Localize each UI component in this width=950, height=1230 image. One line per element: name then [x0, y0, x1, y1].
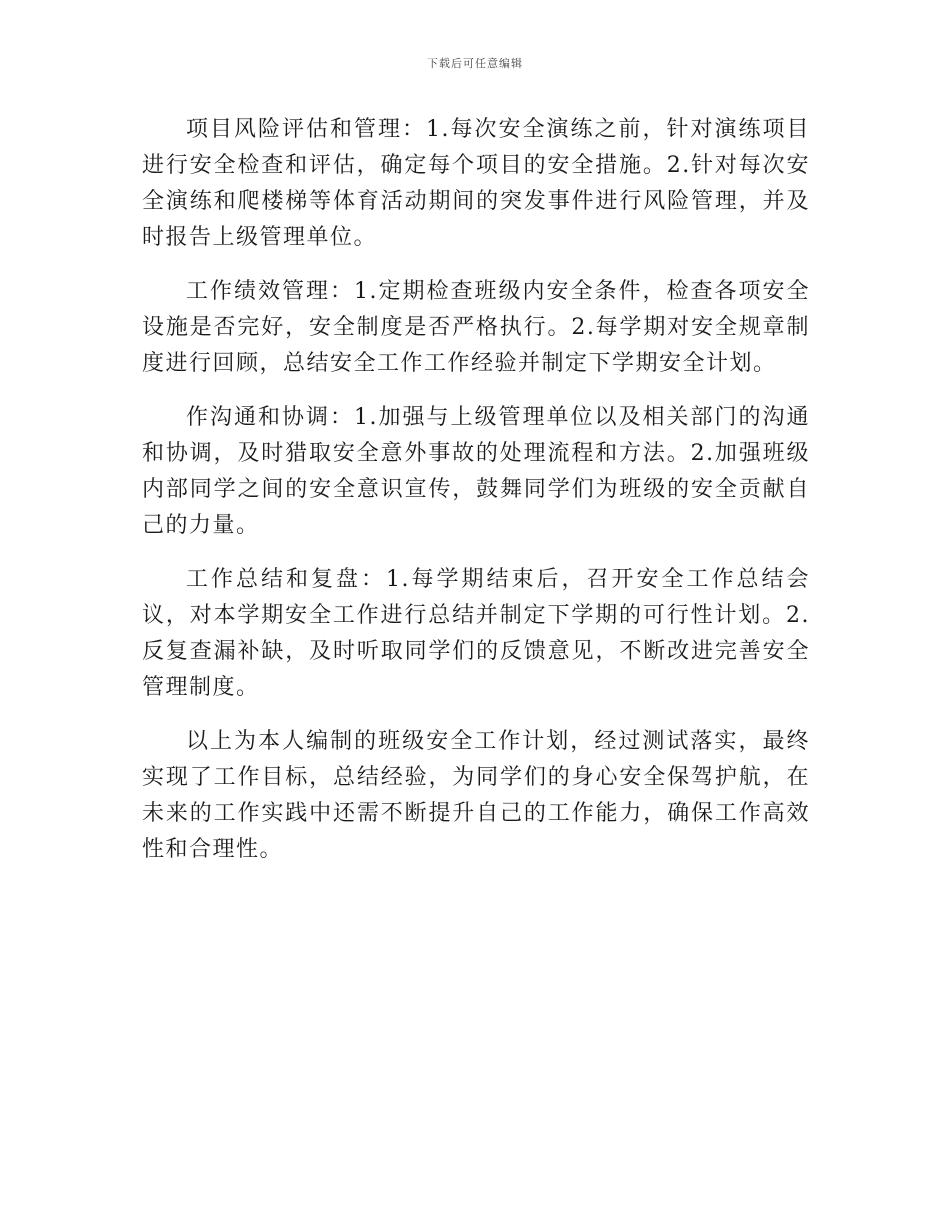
- page-header: 下载后可任意编辑: [427, 57, 523, 70]
- document-body: [142, 112, 810, 886]
- paragraph-communication: 作沟通和协调：1.加强与上级管理单位以及相关部门的沟通和协调，及时猎取安全意外事故的处理流程和方法。2.加强班级内部同学之间的安全意识宣传，鼓舞同学们为班级的安全贡献自己的力量。: [142, 405, 810, 538]
- paragraph-risk-assessment: 项目风险评估和管理：1.每次安全演练之前，针对演练项目进行安全检查和评估，确定每个项目的安全措施。2.针对每次安全演练和爬楼梯等体育活动期间的突发事件进行风险管理，并及时报告上级管理单位。: [142, 117, 810, 250]
- paragraph-performance-management: 工作绩效管理：1.定期检查班级内安全条件，检查各项安全设施是否完好，安全制度是否严格执行。2.每学期对安全规章制度进行回顾，总结安全工作工作经验并制定下学期安全计划。: [142, 279, 810, 376]
- paragraph-summary-review: 工作总结和复盘：1.每学期结束后，召开安全工作总结会议，对本学期安全工作进行总结并制定下学期的可行性计划。2.反复查漏补缺，及时听取同学们的反馈意见，不断改进完善安全管理制度。: [142, 567, 810, 700]
- paragraph-conclusion: 以上为本人编制的班级安全工作计划，经过测试落实，最终实现了工作目标，总结经验，为同学们的身心安全保驾护航，在未来的工作实践中还需不断提升自己的工作能力，确保工作高效性和合理性。: [142, 729, 810, 862]
